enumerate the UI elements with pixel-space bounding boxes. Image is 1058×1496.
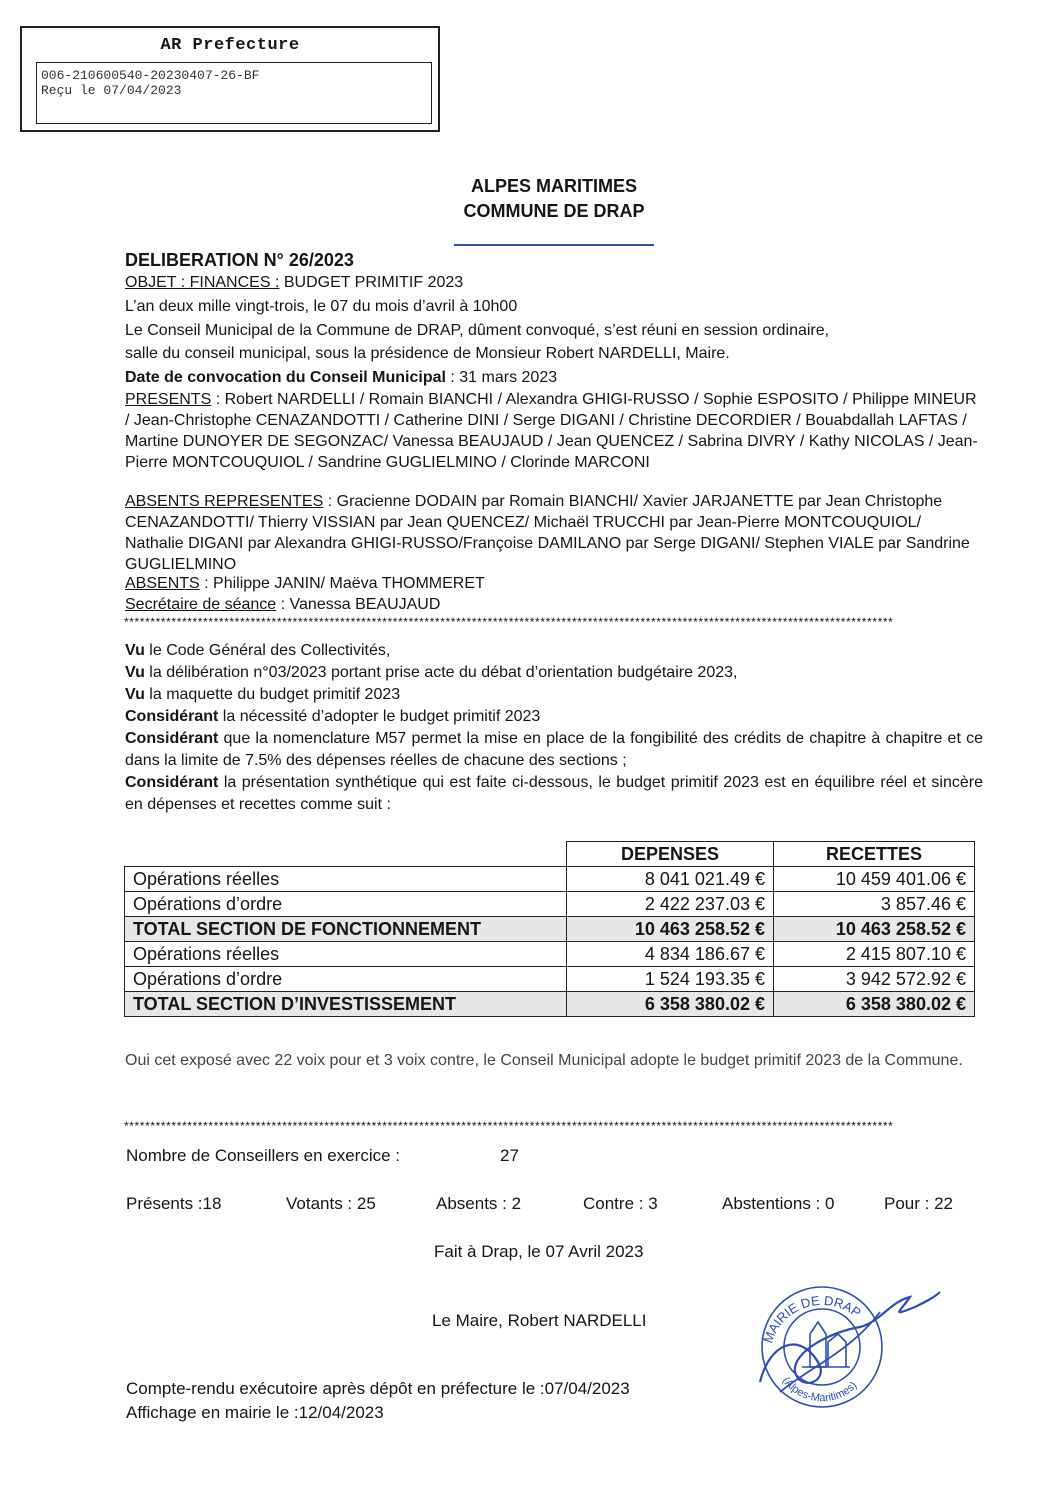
absents-label: ABSENTS [125, 575, 200, 592]
stamp-title: AR Prefecture [160, 36, 300, 55]
council-line-1: Le Conseil Municipal de la Commune de DRAP, dûment convoqué, s’est réuni en session ordinaire, [125, 322, 830, 339]
stamp-received-date: Reçu le 07/04/2023 [41, 83, 182, 98]
secretaire-label: Secrétaire de séance [125, 596, 277, 613]
depenses-value: 8 041 021.49 € [567, 867, 774, 892]
objet-label: OBJET : FINANCES : [125, 274, 280, 291]
total-row [125, 992, 975, 1017]
separator-stars-1: ************************************************************************************************************************************************** [124, 616, 894, 628]
considerant-item: Vu le Code Général des Collectivités, [125, 642, 391, 659]
vote-note: Oui cet exposé avec 22 voix pour et 3 voix contre, le Conseil Municipal adopte le budget primitif 2023 de la Commune. [125, 1052, 963, 1069]
council-line-2: salle du conseil municipal, sous la présidence de Monsieur Robert NARDELLI, Maire. [125, 345, 730, 362]
row-label: Opérations d’ordre [125, 967, 567, 992]
recettes-value: 10 463 258.52 € [774, 917, 975, 942]
deliberation-number: DELIBERATION N° 26/2023 [125, 250, 354, 270]
considerant-item: Considérant la présentation synthétique qui est faite ci-dessous, le budget primitif 2023 est en équilibre réel et sincère en dépenses et recettes comme suit : [125, 774, 983, 813]
absents-line [125, 574, 485, 594]
recettes-value: 6 358 380.02 € [774, 992, 975, 1017]
depenses-value: 4 834 186.67 € [567, 942, 774, 967]
absents-count: Absents : 2 [436, 1194, 522, 1213]
mairie-seal-and-signature [740, 1272, 950, 1417]
considerants [125, 640, 983, 816]
row-label: Opérations réelles [125, 942, 567, 967]
considerant-item: Considérant la nécessité d’adopter le budget primitif 2023 [125, 708, 541, 725]
presents-list: : Robert NARDELLI / Romain BIANCHI / Alexandra GHIGI-RUSSO / Sophie ESPOSITO / Philippe MINEUR / Jean-Christophe CENAZANDOTTI / Catherine DINI / Serge DIGANI / Christine DECORDIER / Bouabdallah LAFTAS / Martine DUNOYER DE SEGONZAC/ Vanessa BEAUJAUD / Jean QUENCEZ / Sabrina DIVRY / Kathy NICOLAS / Jean-Pierre MONTCOUQUIOL / Sandrine GUGLIELMINO / Clorinde MARCONI [125, 391, 978, 471]
budget-table [124, 841, 975, 1017]
absents-representes-list: : Gracienne DODAIN par Romain BIANCHI/ Xavier JARJANETTE par Jean Christophe CENAZANDOTTI/ Thierry VISSIAN par Jean QUENCEZ/ Michaël TRUCCHI par Jean-Pierre MONTCOUQUIOL/ Nathalie DIGANI par Alexandra GHIGI-RUSSO/Françoise DAMILANO par Serge DIGANI/ Stephen VIALE par Sandrine GUGLIELMINO [125, 493, 970, 573]
stamp-reference: 006-210600540-20230407-26-BF [41, 68, 260, 83]
convocation-label: Date de convocation du Conseil Municipal [125, 369, 446, 386]
table-row [125, 942, 975, 967]
convocation-value: : 31 mars 2023 [445, 369, 558, 386]
secretaire-line [125, 595, 440, 615]
presents-label: PRESENTS [125, 391, 212, 408]
maire-signature-line: Le Maire, Robert NARDELLI [432, 1311, 647, 1330]
depenses-value: 10 463 258.52 € [567, 917, 774, 942]
presents-count: Présents :18 [126, 1194, 222, 1213]
stamp-reference-box [36, 62, 432, 124]
recettes-value: 10 459 401.06 € [774, 867, 975, 892]
commune-title: COMMUNE DE DRAP [463, 201, 645, 221]
table-header-row [125, 842, 975, 867]
contre-count: Contre : 3 [583, 1194, 658, 1213]
objet-line [125, 273, 463, 293]
fait-a-drap: Fait à Drap, le 07 Avril 2023 [434, 1242, 644, 1261]
row-label: TOTAL SECTION DE FONCTIONNEMENT [125, 917, 567, 942]
table-row [125, 892, 975, 917]
objet-value: BUDGET PRIMITIF 2023 [279, 274, 464, 291]
table-row [125, 967, 975, 992]
conseillers-label: Nombre de Conseillers en exercice : [126, 1146, 401, 1165]
seal-bottom-text: (Alpes-Maritimes) [779, 1374, 860, 1405]
pour-count: Pour : 22 [884, 1194, 953, 1213]
considerant-item: Considérant que la nomenclature M57 permet la mise en place de la fongibilité des crédits de chapitre à chapitre et ce dans la limite de 7.5% des dépenses réelles de chacune des sections ; [125, 730, 983, 769]
recettes-value: 3 857.46 € [774, 892, 975, 917]
depenses-value: 6 358 380.02 € [567, 992, 774, 1017]
absents-representes-label: ABSENTS REPRESENTES [125, 493, 324, 510]
department-title: ALPES MARITIMES [470, 176, 637, 196]
header-rule [454, 244, 654, 246]
seal-top-text: MAIRIE DE DRAP [760, 1292, 864, 1346]
table-row [125, 867, 975, 892]
separator-stars-2: ************************************************************************************************************************************************** [124, 1120, 894, 1132]
row-label: Opérations d’ordre [125, 892, 567, 917]
presents-paragraph [125, 389, 983, 473]
row-label: Opérations réelles [125, 867, 567, 892]
considerant-item: Vu la délibération n°03/2023 portant prise acte du débat d’orientation budgétaire 2023, [125, 664, 738, 681]
row-label: TOTAL SECTION D’INVESTISSEMENT [125, 992, 567, 1017]
session-date: L’an deux mille vingt-trois, le 07 du mois d’avril à 10h00 [125, 298, 518, 315]
signature-flourish [780, 1312, 880, 1392]
recettes-header: RECETTES [774, 842, 975, 867]
conseillers-value: 27 [500, 1146, 519, 1165]
recettes-value: 2 415 807.10 € [774, 942, 975, 967]
votants-count: Votants : 25 [286, 1194, 376, 1213]
absents-representes-paragraph [125, 491, 983, 575]
executoire-line: Compte-rendu exécutoire après dépôt en préfecture le :07/04/2023 [126, 1379, 630, 1398]
total-row [125, 917, 975, 942]
table-corner [125, 842, 567, 867]
depenses-header: DEPENSES [567, 842, 774, 867]
abstentions-count: Abstentions : 0 [722, 1194, 835, 1213]
depenses-value: 1 524 193.35 € [567, 967, 774, 992]
recettes-value: 3 942 572.92 € [774, 967, 975, 992]
ar-prefecture-stamp [20, 26, 440, 132]
depenses-value: 2 422 237.03 € [567, 892, 774, 917]
absents-list: : Philippe JANIN/ Maëva THOMMERET [199, 575, 485, 592]
secretaire-name: : Vanessa BEAUJAUD [276, 596, 441, 613]
affichage-line: Affichage en mairie le :12/04/2023 [126, 1403, 384, 1422]
considerant-item: Vu la maquette du budget primitif 2023 [125, 686, 401, 703]
convocation-line [125, 368, 557, 388]
